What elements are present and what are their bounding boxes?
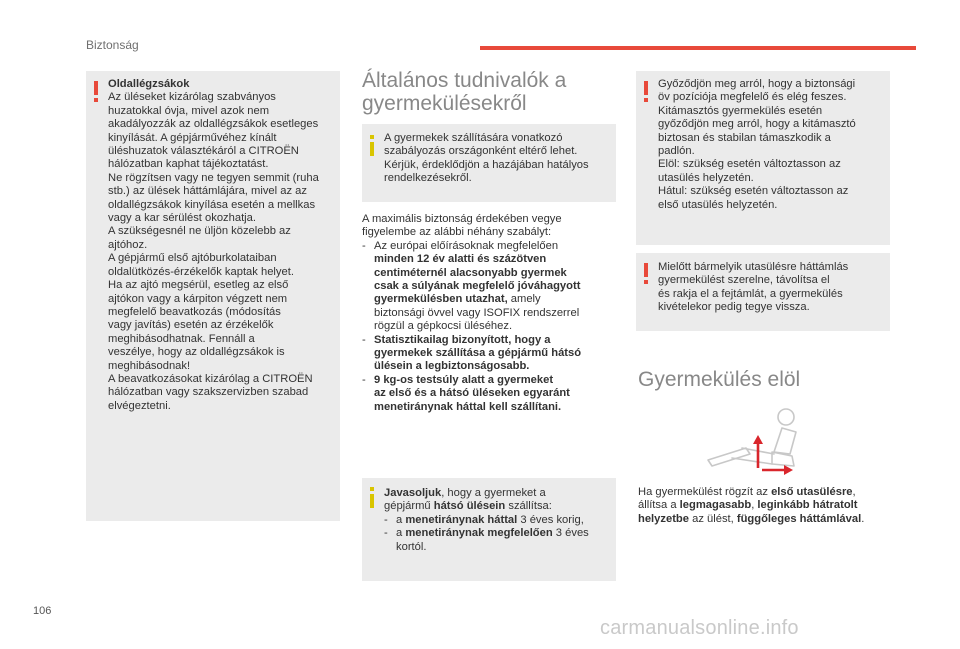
airbag-title: Oldallégzsákok xyxy=(108,78,190,90)
intro-line: figyelembe az alábbi néhány szabályt: xyxy=(362,226,552,239)
text-line: ajtókon vagy a kárpiton végzett nem xyxy=(108,292,288,305)
front-seat-title: Gyermekülés elöl xyxy=(638,368,801,391)
front-seat-text: Ha gyermekülést rögzít az első utasülésre, állítsa a legmagasabb, leginkább hátratolt helyzetbe az ülést, függőleges háttámlával. xyxy=(638,486,865,525)
headrest-warning-text xyxy=(658,261,888,315)
warning-icon xyxy=(644,263,648,277)
text-line: Kitámasztós gyermekülés esetén xyxy=(658,104,823,117)
text-line: üléshuzatok választékáról a CITROËN xyxy=(108,145,299,158)
info-line: szabályozás országonként eltérő lehet. xyxy=(384,145,578,158)
text-line: és rakja el a fejtámlát, a gyermekülés xyxy=(658,287,843,300)
text-line: oldalütközés-érzékelők kaptak helyet. xyxy=(108,265,294,278)
text-line: A beavatkozásokat kizárólag a CITROËN xyxy=(108,372,313,385)
text-line: győződjön meg arról, hogy a kitámasztó xyxy=(658,118,856,131)
text-line: kivételekor pedig tegye vissza. xyxy=(658,301,810,314)
section-title-line: Általános tudnivalók a xyxy=(362,69,567,92)
info-icon xyxy=(370,142,374,156)
text-line: Mielőtt bármelyik utasülésre háttámlás xyxy=(658,261,849,273)
text-line: oldallégzsákok kinyílása esetén a mellkas xyxy=(108,198,316,211)
text-line: Győződjön meg arról, hogy a biztonsági xyxy=(658,78,856,90)
warning-icon xyxy=(644,81,648,95)
car-seat-adjust-icon xyxy=(702,404,812,476)
text-line: Hátul: szükség esetén változtasson az xyxy=(658,185,849,198)
text-line: gyermekülést szerelne, távolítsa el xyxy=(658,274,830,287)
info-icon xyxy=(370,494,374,508)
text-line: A szükségesnél ne üljön közelebb az xyxy=(108,225,291,238)
seatbelt-warning-box xyxy=(636,71,890,245)
text-line: Az üléseket kizárólag szabványos xyxy=(108,91,276,104)
section-title xyxy=(362,69,622,115)
text-line: ajtóhoz. xyxy=(108,238,148,251)
text-line: akadályozzák az oldallégzsákok esetleges xyxy=(108,118,319,131)
recommendation-box: Javasoljuk, hogy a gyermeket a gépjármű hátsó ülésein szállítsa: - a menetiránynak háttal 3 éves korig, - a menetiránynak megfelelően 3 éves kortól. xyxy=(362,478,616,581)
text-line: vagy a kar sérülést okozhatja. xyxy=(108,212,256,225)
text-line: huzatokkal óvja, mivel azok nem xyxy=(108,104,270,117)
text-line: kinyílását. A gépjárművéhez kínált xyxy=(108,131,277,144)
rule-item: - 9 kg-os testsúly alatt a gyermeket az első és a hátsó üléseken egyaránt menetiránynak háttal kell szállítani. xyxy=(362,373,570,413)
text-line: Ha az ajtó megsérül, esetleg az első xyxy=(108,279,289,292)
rule-item: - Statisztikailag bizonyított, hogy a gyermekek szállítása a gépjármű hátsó ülésein a legbiztonságosabb. xyxy=(362,333,582,373)
page-number: 106 xyxy=(33,605,52,617)
info-line: rendelkezésekről. xyxy=(384,172,472,185)
airbag-warning-box xyxy=(86,71,340,521)
info-box xyxy=(362,124,616,202)
text-line: meghibásodhatnak. Fennáll a xyxy=(108,332,255,345)
text-line: elvégeztetni. xyxy=(108,399,171,412)
text-line: hálózatban vagy szakszervizben szabad xyxy=(108,386,309,399)
seatbelt-warning-text xyxy=(658,78,888,212)
headrest-warning-box xyxy=(636,253,890,331)
rule-item: - Az európai előírásoknak megfelelően minden 12 év alatti és százötven centiméternél alacsonyabb gyermek csak a súlyának megfelelő jóváhagyott gyermekülésben utazhat, amely biztonsági övvel vagy ISOFIX rendszerrel rögzül a gépkocsi üléséhez. xyxy=(362,239,581,333)
text-line: stb.) az ülések háttámlájára, mivel az az xyxy=(108,185,307,198)
text-line: megfelelő beavatkozás (módosítás xyxy=(108,305,281,318)
warning-icon xyxy=(94,81,98,95)
text-line: első utasülés helyzetén. xyxy=(658,198,778,211)
text-line: Ne rögzítsen vagy ne tegyen semmit (ruha xyxy=(108,171,319,184)
header-accent-bar xyxy=(480,46,916,50)
text-line: veszélye, hogy az oldallégzsákok is xyxy=(108,346,285,359)
rules-text xyxy=(362,213,616,414)
text-line: utasülés helyzetén. xyxy=(658,171,754,184)
text-line: vagy javítás) esetén az érzékelők xyxy=(108,319,274,332)
section-header: Biztonság xyxy=(86,38,139,52)
text-line: hálózatban kaphat tájékoztatást. xyxy=(108,158,269,171)
text-line: A gépjármű első ajtóburkolataiban xyxy=(108,252,277,265)
info-line: A gyermekek szállítására vonatkozó xyxy=(384,132,563,144)
text-line: öv pozíciója megfelelő és elég feszes. xyxy=(658,91,847,104)
section-title-line: gyermekülésekről xyxy=(362,92,527,115)
text-line: padlón. xyxy=(658,145,695,158)
airbag-text xyxy=(108,91,338,413)
text-line: Elöl: szükség esetén változtasson az xyxy=(658,158,841,171)
text-line: biztosan és stabilan támaszkodik a xyxy=(658,131,831,144)
intro-line: A maximális biztonság érdekében vegye xyxy=(362,213,562,225)
watermark: carmanualsonline.info xyxy=(600,617,799,639)
info-line: Kérjük, érdeklődjön a hazájában hatályos xyxy=(384,158,589,171)
text-line: meghibásodnak! xyxy=(108,359,191,372)
